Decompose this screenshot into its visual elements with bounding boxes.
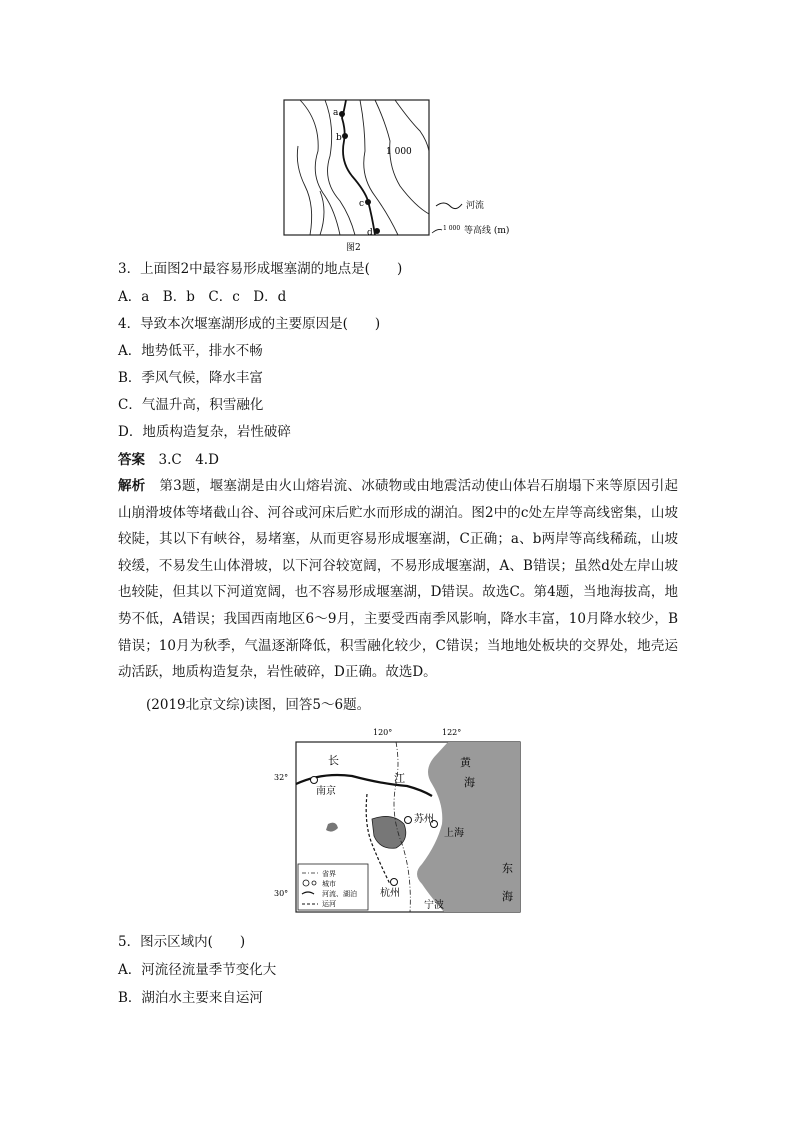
question-5-option-b: B．湖泊水主要来自运河: [118, 990, 263, 1006]
legend-contour-symbol: [432, 229, 442, 233]
jiang-label: 江: [394, 772, 405, 785]
figure-caption: 图2: [346, 243, 361, 253]
yangtze-delta-map-figure: [272, 724, 530, 918]
huanghai-hai-label: 海: [464, 776, 475, 789]
contour-label: 1 000: [386, 147, 412, 157]
hangzhou-label: 杭州: [380, 888, 400, 899]
map2-legend: [298, 864, 368, 910]
lon-120-label: 120°: [373, 728, 393, 737]
label-d: d: [367, 228, 373, 238]
map-frame: [284, 100, 429, 235]
legend-contour-value: 1 000: [443, 225, 461, 232]
label-a: a: [333, 108, 339, 118]
question-4-option-d: D．地质构造复杂，岩性破碎: [118, 424, 291, 440]
suzhou-label: 苏州: [414, 814, 434, 825]
point-d-marker: [374, 228, 380, 234]
question-4-option-a: A．地势低平，排水不畅: [118, 343, 263, 359]
label-c: c: [359, 199, 365, 209]
question-3-options: A．a B．b C．c D．d: [118, 289, 287, 305]
shanghai-label: 上海: [444, 828, 464, 839]
intro-question-5-6: (2019北京文综)读图，回答5～6题。: [146, 697, 371, 713]
contour-map-figure: [280, 96, 520, 256]
lon-122-label: 122°: [442, 728, 462, 737]
analysis-paragraph: [118, 473, 678, 686]
question-3-stem: 3．上面图2中最容易形成堰塞湖的地点是( ): [118, 261, 403, 277]
point-b-marker: [342, 133, 348, 139]
label-b: b: [336, 133, 342, 143]
question-4-option-c: C．气温升高，积雪融化: [118, 397, 264, 413]
answer-line: [118, 450, 219, 470]
donghai-hai-label: 海: [502, 890, 513, 903]
question-4-stem: 4．导致本次堰塞湖形成的主要原因是( ): [118, 316, 381, 332]
dong-label: 东: [502, 862, 513, 875]
answer-label: 答案: [118, 452, 145, 468]
nanjing-city-icon: [311, 777, 318, 784]
legend-river-label: 河流: [466, 201, 485, 211]
legend-border-label: 省界: [322, 870, 336, 878]
suzhou-city-icon: [405, 817, 412, 824]
analysis-label: 解析: [118, 478, 146, 494]
answer-text: 3.C 4.D: [158, 452, 219, 468]
analysis-text: 第3题，堰塞湖是由火山熔岩流、冰碛物或由地震活动使山体岩石崩塌下来等原因引起山崩滑坡体等堵截山谷、河谷或河床后贮水而形成的湖泊。图2中的c处左岸等高线密集，山坡较陡，其以下有峡谷，易堵塞，从而更容易形成堰塞湖，C正确；a、b两岸等高线稀疏，山坡较缓，不易发生山体滑坡，以下河谷较宽阔，不易形成堰塞湖，A、B错误；虽然d处左岸山坡也较陡，但其以下河道宽阔，也不容易形成堰塞湖，D错误。故选C。第4题，当地海拔高，地势不低，A错误；我国西南地区6～9月，主要受西南季风影响，降水丰富，10月降水较少，B错误；10月为秋季，气温逐渐降低，积雪融化较少，C错误；当地地处板块的交界处，地壳运动活跃，地质构造复杂，岩性破碎，D正确。故选D。: [118, 478, 679, 681]
huang-label: 黄: [460, 756, 471, 769]
legend-canal-label: 运河: [322, 900, 336, 908]
legend-river-lake-label: 河流、湖泊: [322, 890, 357, 898]
question-5-option-a: A．河流径流量季节变化大: [118, 962, 277, 978]
legend-contour-label: 等高线 (m): [464, 226, 510, 236]
lat-30-label: 30°: [274, 889, 289, 898]
question-5-stem: 5．图示区域内( ): [118, 934, 246, 950]
point-a-marker: [339, 111, 345, 117]
point-c-marker: [365, 199, 371, 205]
question-4-option-b: B．季风气候，降水丰富: [118, 370, 263, 386]
nanjing-label: 南京: [316, 786, 336, 797]
legend-river-symbol: [436, 203, 462, 209]
chang-label: 长: [328, 754, 339, 767]
ningbo-label: 宁波: [424, 900, 444, 911]
lat-32-label: 32°: [274, 773, 289, 782]
hangzhou-city-icon: [391, 879, 398, 886]
legend-city-label: 城市: [322, 880, 336, 888]
